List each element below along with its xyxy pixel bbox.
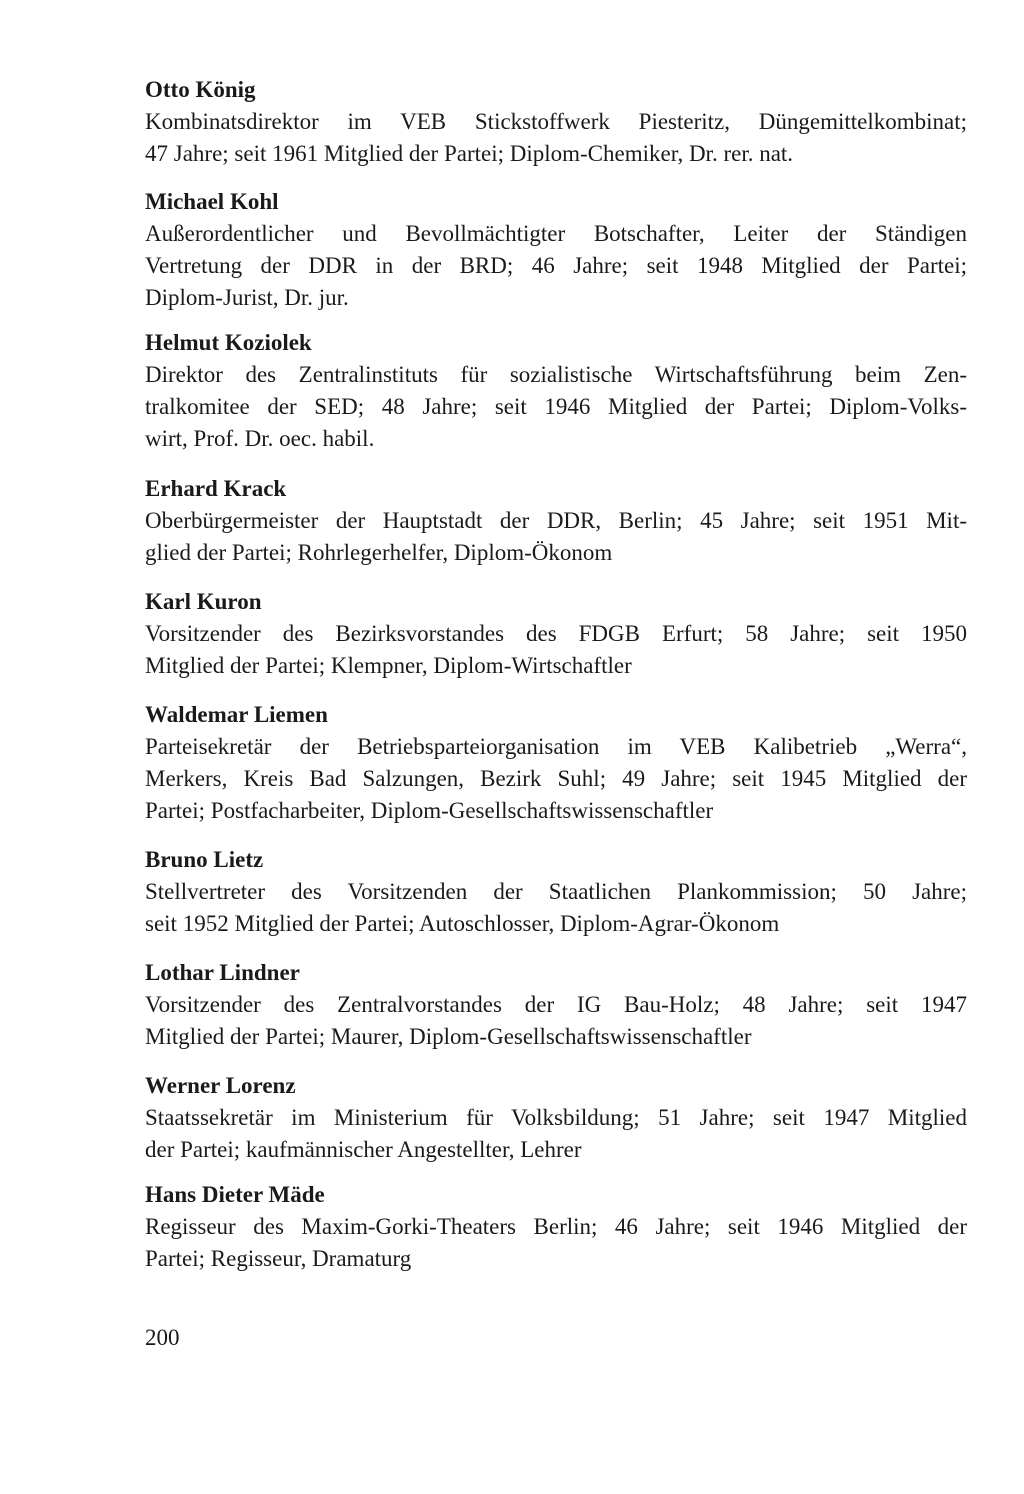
entry-line: Vertretung der DDR in der BRD; 46 Jahre; seit 1948 Mitglied der Partei; xyxy=(145,253,967,278)
entry-werner-lorenz xyxy=(145,1070,967,1166)
entry-name: Michael Kohl xyxy=(145,189,279,214)
entry-line: Direktor des Zentralinstituts für sozialistische Wirtschaftsführung beim Zen- xyxy=(145,362,967,387)
entry-line: Parteisekretär der Betriebsparteiorganisation im VEB Kalibetrieb „Werra“, xyxy=(145,734,967,759)
entry-name: Waldemar Liemen xyxy=(145,702,328,727)
entry-line: Oberbürgermeister der Hauptstadt der DDR, Berlin; 45 Jahre; seit 1951 Mit- xyxy=(145,508,967,533)
entry-name: Hans Dieter Mäde xyxy=(145,1182,325,1207)
entry-line: Mitglied der Partei; Klempner, Diplom-Wirtschaftler xyxy=(145,653,632,678)
entry-line: Vorsitzender des Bezirksvorstandes des FDGB Erfurt; 58 Jahre; seit 1950 xyxy=(145,621,967,646)
entry-line: Partei; Postfacharbeiter, Diplom-Gesellschaftswissenschaftler xyxy=(145,798,714,823)
entry-hans-dieter-maede xyxy=(145,1179,967,1275)
entry-name: Karl Kuron xyxy=(145,589,262,614)
entry-line: Regisseur des Maxim-Gorki-Theaters Berlin; 46 Jahre; seit 1946 Mitglied der xyxy=(145,1214,967,1239)
entry-name: Werner Lorenz xyxy=(145,1073,296,1098)
entry-line: Vorsitzender des Zentralvorstandes der IG Bau-Holz; 48 Jahre; seit 1947 xyxy=(145,992,967,1017)
entry-line: glied der Partei; Rohrlegerhelfer, Diplom-Ökonom xyxy=(145,540,613,565)
entry-line: der Partei; kaufmännischer Angestellter, Lehrer xyxy=(145,1137,582,1162)
entry-erhard-krack xyxy=(145,473,967,569)
entry-karl-kuron xyxy=(145,586,967,682)
entry-name: Otto König xyxy=(145,77,256,102)
entry-name: Erhard Krack xyxy=(145,476,287,501)
entry-name: Bruno Lietz xyxy=(145,847,264,872)
page-body xyxy=(145,74,967,1275)
page-number: 200 xyxy=(145,1325,180,1350)
entry-line: Kombinatsdirektor im VEB Stickstoffwerk Piesteritz, Düngemittelkombinat; xyxy=(145,109,967,134)
entry-line: Merkers, Kreis Bad Salzungen, Bezirk Suhl; 49 Jahre; seit 1945 Mitglied der xyxy=(145,766,967,791)
entry-line: tralkomitee der SED; 48 Jahre; seit 1946 Mitglied der Partei; Diplom-Volks- xyxy=(145,394,967,419)
entry-waldemar-liemen xyxy=(145,699,967,827)
entry-line: seit 1952 Mitglied der Partei; Autoschlosser, Diplom-Agrar-Ökonom xyxy=(145,911,780,936)
entry-line: Stellvertreter des Vorsitzenden der Staatlichen Plankommission; 50 Jahre; xyxy=(145,879,967,904)
entry-line: Diplom-Jurist, Dr. jur. xyxy=(145,285,349,310)
entry-otto-koenig xyxy=(145,74,967,170)
entry-michael-kohl xyxy=(145,186,967,314)
entry-line: Außerordentlicher und Bevollmächtigter Botschafter, Leiter der Ständigen xyxy=(145,221,967,246)
entry-lothar-lindner xyxy=(145,957,967,1053)
entry-helmut-koziolek xyxy=(145,327,967,455)
entry-line: Mitglied der Partei; Maurer, Diplom-Gesellschaftswissenschaftler xyxy=(145,1024,752,1049)
entry-line: 47 Jahre; seit 1961 Mitglied der Partei; Diplom-Chemiker, Dr. rer. nat. xyxy=(145,141,794,166)
entry-name: Lothar Lindner xyxy=(145,960,300,985)
entry-line: wirt, Prof. Dr. oec. habil. xyxy=(145,426,375,451)
entry-bruno-lietz xyxy=(145,844,967,940)
entry-line: Staatssekretär im Ministerium für Volksbildung; 51 Jahre; seit 1947 Mitglied xyxy=(145,1105,967,1130)
entry-name: Helmut Koziolek xyxy=(145,330,312,355)
entry-line: Partei; Regisseur, Dramaturg xyxy=(145,1246,412,1271)
